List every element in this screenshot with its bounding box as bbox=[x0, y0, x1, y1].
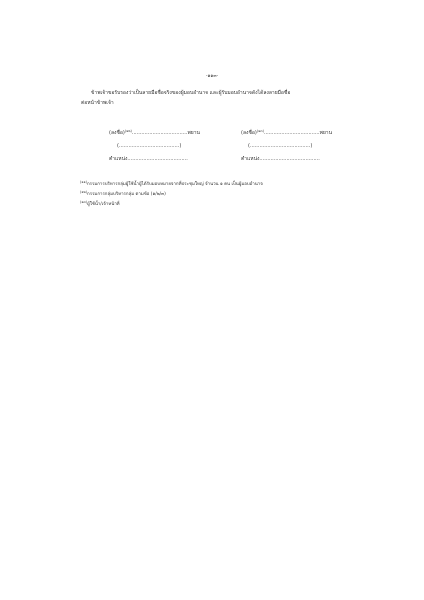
witness-1-sign-role: พยาน bbox=[187, 130, 200, 136]
witness-1-position: ตำแหน่ง...................................... bbox=[109, 156, 188, 162]
footnote-3-sup: (๑๓) bbox=[80, 200, 88, 204]
witness-1-sign-prefix: (ลงชื่อ) bbox=[109, 130, 125, 136]
certification-paragraph-line2: ต่อหน้าข้าพเจ้า bbox=[81, 100, 114, 106]
witness-2-sign-sup: (๑๓) bbox=[256, 129, 264, 133]
witness-1-name-line: (......................................) bbox=[117, 143, 182, 149]
footnote-3 bbox=[80, 200, 120, 207]
witness-1-sign-line: ................................... bbox=[131, 130, 188, 136]
footnote-2-sup: (๑๒) bbox=[80, 190, 88, 194]
witness-1-signature bbox=[109, 131, 200, 136]
witness-2-sign-prefix: (ลงชื่อ) bbox=[241, 130, 257, 136]
witness-2-sign-role: พยาน bbox=[319, 130, 333, 136]
witness-2-position: ตำแหน่ง...................................... bbox=[241, 156, 320, 162]
page-number: -๑๑๓- bbox=[205, 74, 219, 79]
footnote-3-text: ผู้ใช้น้ำ/เจ้าหน้าที่ bbox=[87, 202, 120, 207]
footnote-1-sup: (๑๑) bbox=[80, 180, 87, 184]
witness-2-sign-line: ................................... bbox=[263, 130, 320, 136]
footnote-1-text: กรรมการบริหารกลุ่มผู้ใช้น้ำผู้ได้รับมอบหมายจากที่ประชุมใหญ่ จำนวน ๑ คน เป็นผู้มอบอำนาจ bbox=[86, 182, 263, 187]
witness-2-signature bbox=[241, 131, 332, 136]
footnote-2 bbox=[80, 190, 166, 197]
footnote-2-text: กรรมการกลุ่มบริหารกลุ่ม ตามข้อ (๑/๒/๓) bbox=[87, 192, 166, 197]
footnote-1 bbox=[80, 180, 263, 187]
witness-1-sign-sup: (๑๒) bbox=[124, 129, 132, 133]
witness-2-name-line: (......................................) bbox=[248, 143, 313, 149]
certification-paragraph-line1: ข้าพเจ้าขอรับรองว่าเป็นลายมือชื่อจริงของผู้มอบอำนาจ และผู้รับมอบอำนาจดังได้ลงลายมือชื่อ bbox=[91, 90, 291, 96]
